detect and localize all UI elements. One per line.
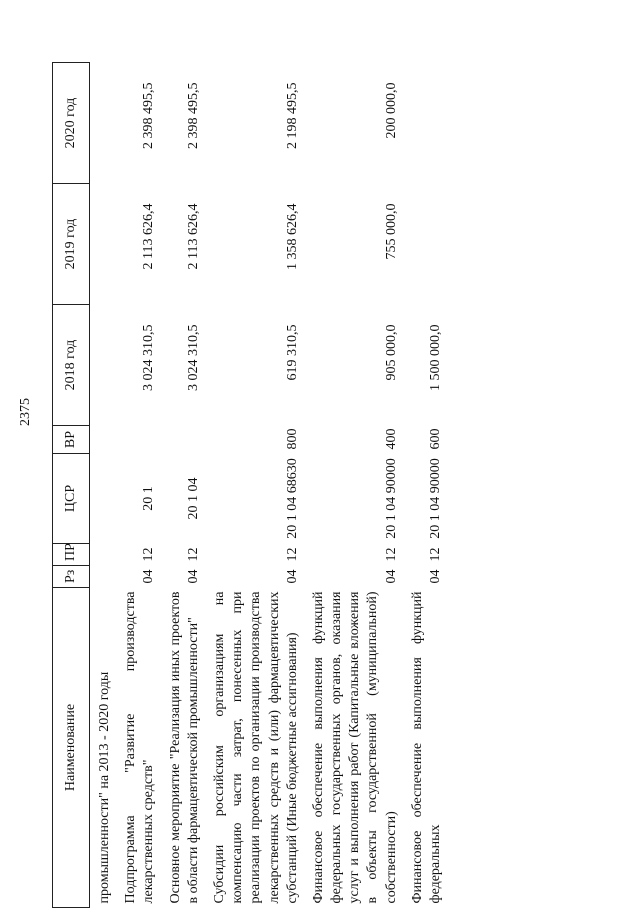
row-vr: 600	[428, 428, 443, 450]
table-header	[53, 63, 90, 908]
row-2020: 2 198 495,5	[284, 82, 300, 149]
table-row	[304, 63, 403, 908]
row-csr: 20 1	[141, 486, 157, 511]
row-2019	[90, 184, 117, 305]
table-row	[403, 63, 447, 908]
row-2019	[403, 184, 447, 305]
budget-table	[52, 62, 447, 908]
row-2019: 755 000,0	[383, 203, 399, 260]
row-vr	[116, 426, 160, 454]
row-2018: 905 000,0	[383, 324, 399, 381]
row-vr: 400	[383, 428, 399, 450]
row-csr: 20 1 04	[185, 477, 201, 520]
row-2020: 200 000,0	[383, 82, 399, 139]
row-csr: 20 1 04 90000	[428, 458, 443, 539]
row-name: промышленности" на 2013 - 2020 годы	[97, 671, 112, 904]
row-vr	[90, 426, 117, 454]
row-name: Основное мероприятие "Реализация иных проектов в области фармацевтической промышленности"	[167, 591, 201, 904]
row-name: Субсидии российским организациям на компенсацию части затрат, понесенных при реализации проектов по организации производства лекарственных средств и (или) фармацевтических субстанций (Иные бюджетные ассигнования)	[211, 591, 300, 904]
header-csr: ЦСР	[53, 454, 90, 544]
row-2018	[90, 305, 117, 426]
row-csr: 20 1 04 90000	[383, 458, 399, 539]
header-pr: ПР	[53, 544, 90, 566]
row-2020	[90, 63, 117, 184]
header-2020: 2020 год	[53, 63, 90, 184]
header-vr: ВР	[53, 426, 90, 454]
row-pr: 12	[185, 547, 201, 562]
row-rz: 04	[185, 569, 201, 584]
row-pr: 12	[141, 547, 157, 562]
row-2019: 2 113 626,4	[185, 203, 201, 270]
row-rz: 04	[383, 569, 399, 584]
row-pr: 12	[428, 547, 443, 562]
row-vr: 800	[284, 428, 300, 450]
row-2019: 1 358 626,4	[284, 203, 300, 270]
page-number: 2375	[18, 398, 33, 426]
rotated-page-content	[52, 63, 627, 908]
row-csr: 20 1 04 68630	[284, 458, 300, 539]
table-row	[161, 63, 205, 908]
row-2020	[403, 63, 447, 184]
header-2019: 2019 год	[53, 184, 90, 305]
header-rz: Рз	[53, 566, 90, 588]
row-name: Финансовое обеспечение выполнения функций федеральных	[409, 591, 443, 904]
row-rz: 04	[141, 569, 157, 584]
row-pr	[90, 544, 117, 566]
row-rz: 04	[428, 569, 443, 584]
row-2020: 2 398 495,5	[141, 82, 157, 149]
row-name: Финансовое обеспечение выполнения функций федеральных государственных органов, оказания услуг и выполнения работ (Капитальные вложения в объекты государственной (муниципальной) собственности)	[310, 591, 399, 904]
row-name: Подпрограмма "Развитие производства лекарственных средств"	[123, 591, 157, 904]
table-row	[90, 63, 117, 908]
row-2018: 3 024 310,5	[141, 324, 157, 391]
row-pr: 12	[284, 547, 300, 562]
row-2018: 1 500 000,0	[428, 324, 443, 391]
row-2018: 619 310,5	[284, 324, 300, 381]
row-rz: 04	[284, 569, 300, 584]
header-name: Наименование	[53, 588, 90, 908]
row-2020: 2 398 495,5	[185, 82, 201, 149]
header-2018: 2018 год	[53, 305, 90, 426]
table-row	[116, 63, 160, 908]
row-pr: 12	[383, 547, 399, 562]
row-csr	[90, 454, 117, 544]
row-rz	[90, 566, 117, 588]
row-2018: 3 024 310,5	[185, 324, 201, 391]
table-row	[205, 63, 304, 908]
row-vr	[161, 426, 205, 454]
row-2019: 2 113 626,4	[141, 203, 157, 270]
